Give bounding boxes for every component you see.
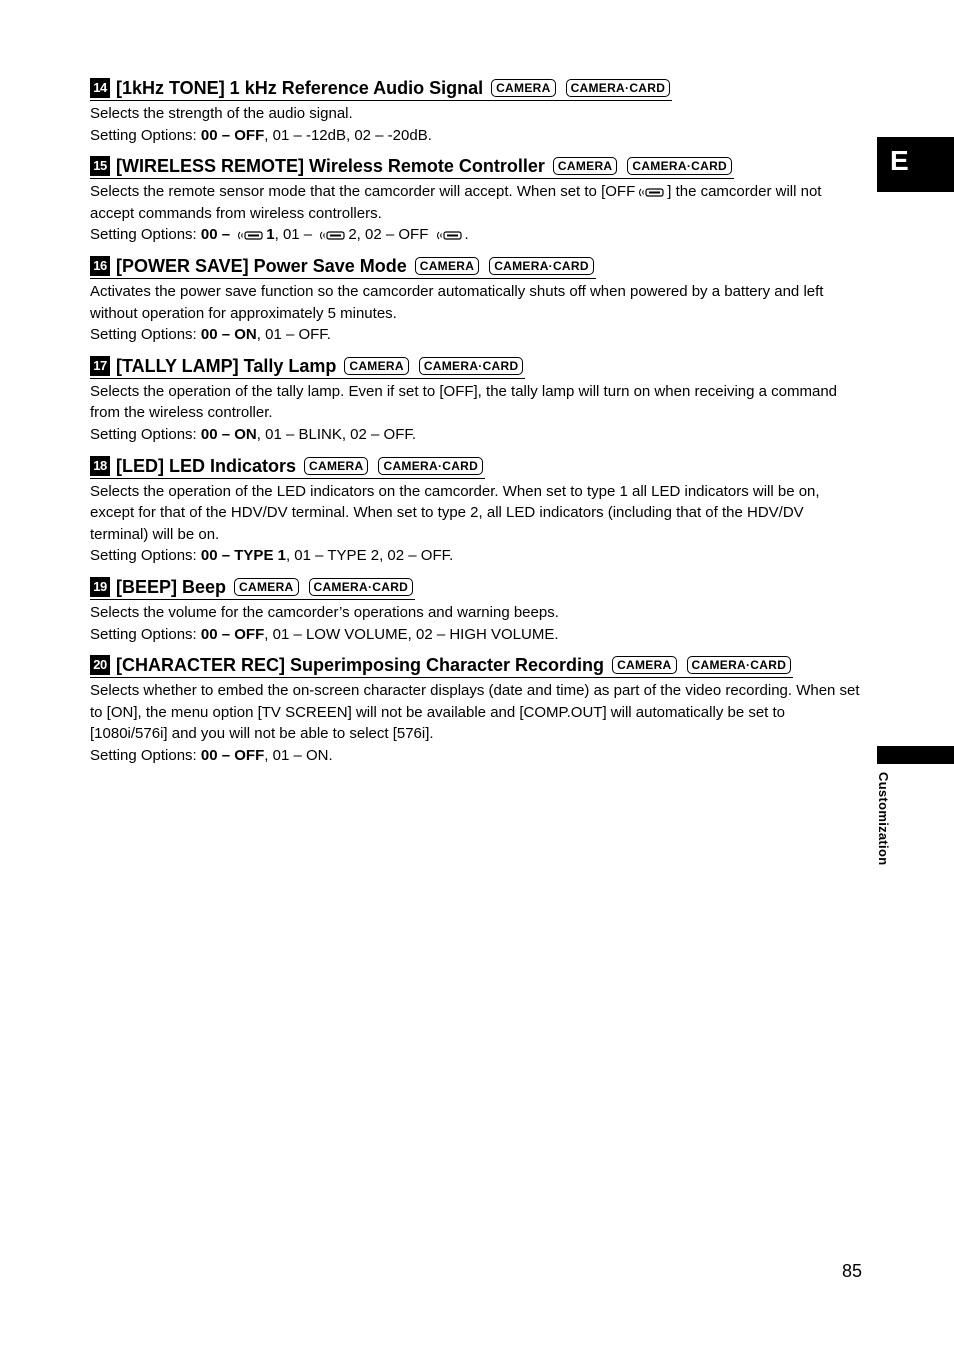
setting-options: Setting Options: 00 – ON, 01 – BLINK, 02 – OFF. bbox=[90, 425, 417, 443]
section-number: 18 bbox=[90, 456, 110, 476]
camera-mode-badge: CAMERA bbox=[415, 257, 479, 275]
section-heading bbox=[90, 255, 596, 279]
camera-mode-badge: CAMERA bbox=[491, 79, 555, 97]
section-number: 19 bbox=[90, 577, 110, 597]
section-1khz-tone bbox=[90, 77, 865, 146]
chapter-label bbox=[876, 772, 893, 887]
section-tally-lamp bbox=[90, 355, 865, 446]
section-title: [LED] LED Indicators bbox=[116, 455, 297, 476]
section-description: Selects the remote sensor mode that the camcorder will accept. When set to [OFF ] the camcorder will not accept commands from wireless controllers. bbox=[90, 183, 822, 222]
manual-content bbox=[90, 77, 865, 775]
wireless-remote-icon bbox=[319, 230, 345, 241]
camera-card-mode-badge: CAMERA·CARD bbox=[309, 578, 414, 596]
default-option: 00 – OFF bbox=[200, 625, 265, 643]
section-title: [WIRELESS REMOTE] Wireless Remote Controller bbox=[116, 156, 545, 177]
wireless-remote-icon bbox=[436, 230, 462, 241]
section-heading bbox=[90, 654, 793, 678]
section-number: 17 bbox=[90, 356, 110, 376]
section-number: 15 bbox=[90, 156, 110, 176]
section-wireless-remote bbox=[90, 155, 865, 246]
camera-card-mode-badge: CAMERA·CARD bbox=[627, 157, 732, 175]
default-option: 00 – OFF bbox=[200, 746, 265, 764]
camera-card-mode-badge: CAMERA·CARD bbox=[489, 257, 594, 275]
default-option: 00 – bbox=[200, 226, 231, 244]
camera-mode-badge: CAMERA bbox=[344, 357, 408, 375]
page-number: 85 bbox=[842, 1261, 863, 1281]
section-heading bbox=[90, 355, 525, 379]
section-heading bbox=[90, 77, 672, 101]
camera-mode-badge: CAMERA bbox=[234, 578, 298, 596]
setting-options: Setting Options: 00 – 1, 01 – 2, 02 – OFF . bbox=[90, 226, 469, 244]
setting-options: Setting Options: 00 – ON, 01 – OFF. bbox=[90, 326, 331, 344]
camera-card-mode-badge: CAMERA·CARD bbox=[378, 457, 483, 475]
setting-options: Setting Options: 00 – OFF, 01 – LOW VOLUME, 02 – HIGH VOLUME. bbox=[90, 625, 559, 643]
section-character-rec bbox=[90, 654, 865, 766]
section-title: [POWER SAVE] Power Save Mode bbox=[116, 255, 407, 276]
chapter-tab-bar bbox=[877, 746, 954, 764]
section-description: Selects whether to embed the on-screen character displays (date and time) as part of the video recording. When set to [ON], the menu option [TV SCREEN] will not be available and [COMP.OUT] will automatically be set to [1080i/576i] and you will not be able to select [576i]. bbox=[90, 682, 860, 743]
default-option: 00 – OFF bbox=[200, 126, 265, 144]
chapter-label-text: Customization bbox=[876, 772, 891, 866]
section-power-save bbox=[90, 255, 865, 346]
section-title: [BEEP] Beep bbox=[116, 576, 227, 597]
setting-options: Setting Options: 00 – OFF, 01 – ON. bbox=[90, 746, 333, 764]
section-led-indicators bbox=[90, 455, 865, 567]
camera-card-mode-badge: CAMERA·CARD bbox=[566, 79, 671, 97]
default-option: 00 – ON bbox=[200, 326, 257, 344]
section-title: [CHARACTER REC] Superimposing Character Recording bbox=[116, 655, 605, 676]
camera-card-mode-badge: CAMERA·CARD bbox=[687, 656, 792, 674]
section-heading bbox=[90, 155, 734, 179]
section-description: Activates the power save function so the camcorder automatically shuts off when powered by a battery and left without operation for approximately 5 minutes. bbox=[90, 282, 824, 322]
section-title: [TALLY LAMP] Tally Lamp bbox=[116, 355, 337, 376]
section-number: 16 bbox=[90, 256, 110, 276]
camera-mode-badge: CAMERA bbox=[553, 157, 617, 175]
setting-options: Setting Options: 00 – TYPE 1, 01 – TYPE 2, 02 – OFF. bbox=[90, 547, 454, 565]
section-beep bbox=[90, 576, 865, 645]
wireless-remote-icon bbox=[237, 230, 263, 241]
camera-mode-badge: CAMERA bbox=[612, 656, 676, 674]
section-title: [1kHz TONE] 1 kHz Reference Audio Signal bbox=[116, 78, 484, 98]
default-option: 00 – ON bbox=[200, 425, 257, 443]
section-description: Selects the strength of the audio signal. bbox=[90, 105, 353, 122]
wireless-remote-icon bbox=[638, 187, 664, 198]
section-number: 20 bbox=[90, 655, 110, 675]
setting-options: Setting Options: 00 – OFF, 01 – -12dB, 02 – -20dB. bbox=[90, 126, 432, 144]
section-number: 14 bbox=[90, 78, 110, 98]
camera-card-mode-badge: CAMERA·CARD bbox=[419, 357, 524, 375]
default-option: 00 – TYPE 1 bbox=[200, 547, 286, 565]
section-heading bbox=[90, 576, 415, 600]
language-tab-letter: E bbox=[890, 145, 909, 176]
section-description: Selects the operation of the LED indicators on the camcorder. When set to type 1 all LED indicators will be on, except for that of the HDV/DV terminal. When set to type 2, all LED indicators (including that of the HDV/DV terminal) will be on. bbox=[90, 482, 820, 543]
section-description: Selects the operation of the tally lamp. Even if set to [OFF], the tally lamp will turn on when receiving a command from the wireless controller. bbox=[90, 382, 838, 422]
section-heading bbox=[90, 455, 485, 479]
language-tab bbox=[877, 137, 954, 192]
section-description: Selects the volume for the camcorder’s operations and warning beeps. bbox=[90, 603, 559, 621]
camera-mode-badge: CAMERA bbox=[304, 457, 368, 475]
